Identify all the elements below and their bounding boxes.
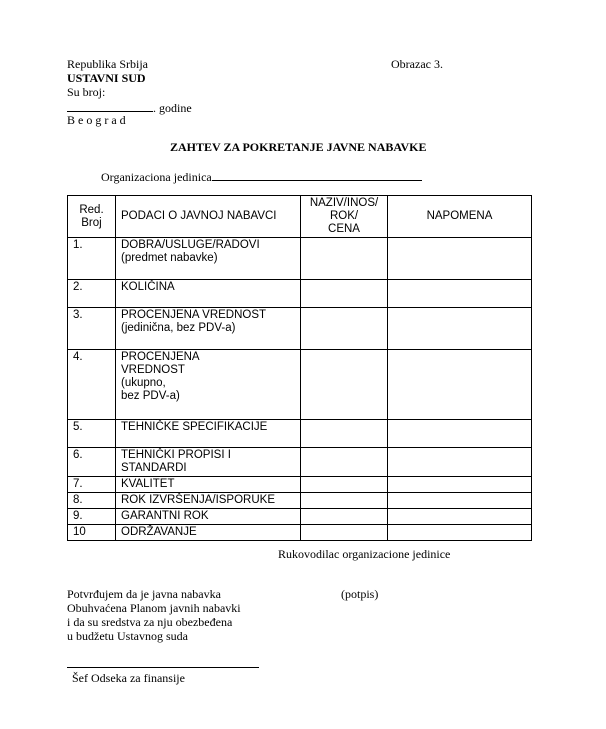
row-label: PROCENJENA VREDNOST (ukupno, bez PDV-a) <box>116 350 301 420</box>
header-podaci: PODACI O JAVNOJ NABAVCI <box>116 196 301 238</box>
napomena-cell[interactable] <box>388 280 532 308</box>
naziv-cell[interactable] <box>301 420 388 448</box>
org-unit-line <box>101 168 422 184</box>
row-label: DOBRA/USLUGE/RADOVI (predmet nabavke) <box>116 238 301 280</box>
table-header-row <box>68 196 532 238</box>
header-naziv: NAZIV/INOS/ ROK/ CENA <box>301 196 388 238</box>
row-label: PROCENJENA VREDNOST (jedinična, bez PDV-a) <box>116 308 301 350</box>
org-unit-blank[interactable] <box>212 168 422 181</box>
finance-signature-line[interactable] <box>67 667 259 668</box>
napomena-cell[interactable] <box>388 525 532 541</box>
org-unit-label: Organizaciona jedinica <box>101 170 212 184</box>
napomena-cell[interactable] <box>388 308 532 350</box>
finance-head-label: Šef Odseka za finansije <box>72 671 185 685</box>
row-label: TEHNIČKI PROPISI I STANDARDI <box>116 448 301 477</box>
row-label: ROK IZVRŠENJA/ISPORUKE <box>116 493 301 509</box>
country-name: Republika Srbija <box>67 57 148 71</box>
form-number: Obrazac 3. <box>391 57 443 71</box>
row-number: 3. <box>68 308 116 350</box>
row-number: 4. <box>68 350 116 420</box>
case-number-label: Su broj: <box>67 85 106 99</box>
year-suffix: . godine <box>153 101 192 115</box>
naziv-cell[interactable] <box>301 477 388 493</box>
naziv-cell[interactable] <box>301 308 388 350</box>
row-number: 1. <box>68 238 116 280</box>
confirm-line-4: u budžetu Ustavnog suda <box>67 629 188 643</box>
confirm-line-3: i da su sredstva za nju obezbeđena <box>67 615 233 629</box>
confirm-line-2: Obuhvaćena Planom javnih nabavki <box>67 601 241 615</box>
procurement-table <box>67 195 532 541</box>
table-row <box>68 525 532 541</box>
date-blank[interactable] <box>67 99 153 112</box>
table-row <box>68 493 532 509</box>
row-number: 7. <box>68 477 116 493</box>
confirm-line-1: Potvrđujem da je javna nabavka <box>67 587 221 601</box>
table-row <box>68 477 532 493</box>
table-row <box>68 420 532 448</box>
row-number: 5. <box>68 420 116 448</box>
naziv-cell[interactable] <box>301 525 388 541</box>
head-of-unit-label: Rukovodilac organizacione jedinice <box>278 547 451 561</box>
naziv-cell[interactable] <box>301 448 388 477</box>
institution-name: USTAVNI SUD <box>67 71 146 85</box>
naziv-cell[interactable] <box>301 238 388 280</box>
row-label: GARANTNI ROK <box>116 509 301 525</box>
header-red-broj: Red. Broj <box>68 196 116 238</box>
table-row <box>68 509 532 525</box>
row-label: TEHNIČKE SPECIFIKACIJE <box>116 420 301 448</box>
napomena-cell[interactable] <box>388 420 532 448</box>
document-title: ZAHTEV ZA POKRETANJE JAVNE NABAVKE <box>170 140 427 154</box>
row-number: 8. <box>68 493 116 509</box>
naziv-cell[interactable] <box>301 350 388 420</box>
row-label: ODRŽAVANJE <box>116 525 301 541</box>
naziv-cell[interactable] <box>301 493 388 509</box>
row-label: KVALITET <box>116 477 301 493</box>
table-row <box>68 448 532 477</box>
signature-label: (potpis) <box>341 587 379 601</box>
napomena-cell[interactable] <box>388 493 532 509</box>
row-number: 2. <box>68 280 116 308</box>
header-napomena: NAPOMENA <box>388 196 532 238</box>
table-row <box>68 308 532 350</box>
napomena-cell[interactable] <box>388 477 532 493</box>
table-row <box>68 350 532 420</box>
row-number: 6. <box>68 448 116 477</box>
napomena-cell[interactable] <box>388 448 532 477</box>
naziv-cell[interactable] <box>301 280 388 308</box>
row-number: 9. <box>68 509 116 525</box>
naziv-cell[interactable] <box>301 509 388 525</box>
row-number: 10 <box>68 525 116 541</box>
table-row <box>68 238 532 280</box>
napomena-cell[interactable] <box>388 509 532 525</box>
napomena-cell[interactable] <box>388 238 532 280</box>
table-row <box>68 280 532 308</box>
napomena-cell[interactable] <box>388 350 532 420</box>
row-label: KOLIČINA <box>116 280 301 308</box>
city-name: B e o g r a d <box>67 113 126 127</box>
